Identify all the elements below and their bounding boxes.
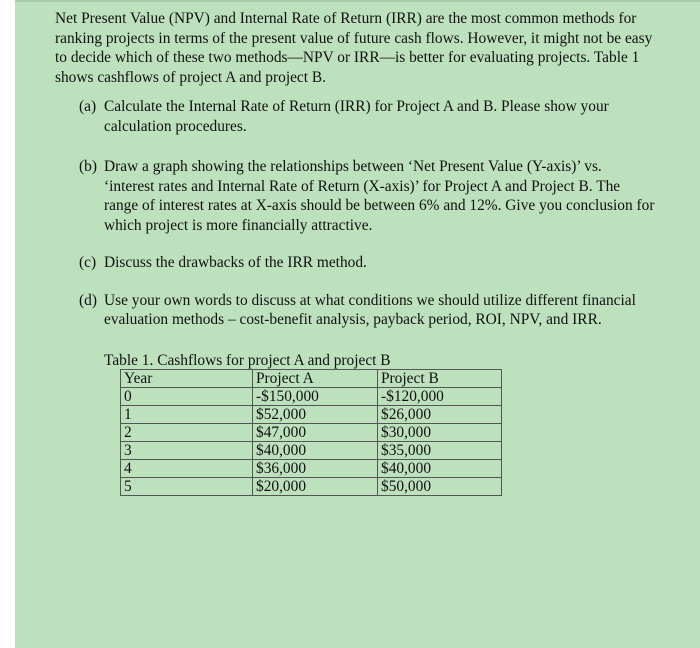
question-c-label: (c) (79, 254, 97, 271)
cell-project-a: $40,000 (253, 441, 378, 459)
cell-year: 2 (121, 423, 253, 441)
table-row (121, 459, 502, 477)
cell-project-b: $26,000 (378, 405, 502, 423)
question-a (79, 97, 655, 136)
table-title: Table 1. Cashflows for project A and project B (104, 351, 391, 369)
cell-project-a: $20,000 (253, 477, 378, 495)
cell-project-b: -$120,000 (378, 387, 502, 405)
table-row (121, 387, 502, 405)
question-a-label: (a) (79, 98, 97, 115)
cell-year: 4 (121, 459, 253, 477)
cashflow-table (120, 369, 502, 496)
question-a-text: Calculate the Internal Rate of Return (IRR) for Project A and B. Please show your calculation procedures. (104, 98, 609, 135)
cell-project-b: $35,000 (378, 441, 502, 459)
cell-project-a: $47,000 (253, 423, 378, 441)
question-c-text: Discuss the drawbacks of the IRR method. (104, 254, 367, 271)
table-row (121, 477, 502, 495)
question-d-label: (d) (79, 291, 97, 309)
document-content (55, 9, 655, 496)
question-b (79, 157, 655, 235)
cell-project-b: $30,000 (378, 423, 502, 441)
header-project-b: Project B (378, 369, 502, 387)
cell-project-a: $36,000 (253, 459, 378, 477)
cell-project-b: $40,000 (378, 459, 502, 477)
question-b-label: (b) (79, 158, 97, 175)
header-year: Year (121, 369, 253, 387)
table-row (121, 405, 502, 423)
question-c (79, 253, 655, 273)
question-d-text: Use your own words to discuss at what conditions we should utilize different financial evaluation methods – cost-benefit analysis, payback period, ROI, NPV, and IRR. (104, 291, 636, 328)
question-d (79, 291, 655, 330)
cell-year: 3 (121, 441, 253, 459)
cell-year: 0 (121, 387, 253, 405)
table-row (121, 441, 502, 459)
table-header-row (121, 369, 502, 387)
intro-paragraph: Net Present Value (NPV) and Internal Rate of Return (IRR) are the most common methods for ranking projects in terms of the present value of future cash flows. However, it might not be easy to decide which of these two methods—NPV or IRR—is better for evaluating projects. Table 1 shows cashflows of project A and project B. (55, 10, 653, 86)
left-margin-strip (0, 0, 15, 648)
top-edge-bar (0, 0, 700, 2)
cell-project-a: -$150,000 (253, 387, 378, 405)
cashflow-table-block (104, 351, 655, 496)
cell-year: 1 (121, 405, 253, 423)
cell-year: 5 (121, 477, 253, 495)
cell-project-b: $50,000 (378, 477, 502, 495)
question-b-text: Draw a graph showing the relationships between ‘Net Present Value (Y-axis)’ vs. ‘interest rates and Internal Rate of Return (X-axis)’ for Project A and Project B. The range of interest rates at X-axis should be between 6% and 12%. Give you conclusion for which project is more financially attractive. (104, 158, 655, 234)
header-project-a: Project A (253, 369, 378, 387)
table-row (121, 423, 502, 441)
cell-project-a: $52,000 (253, 405, 378, 423)
